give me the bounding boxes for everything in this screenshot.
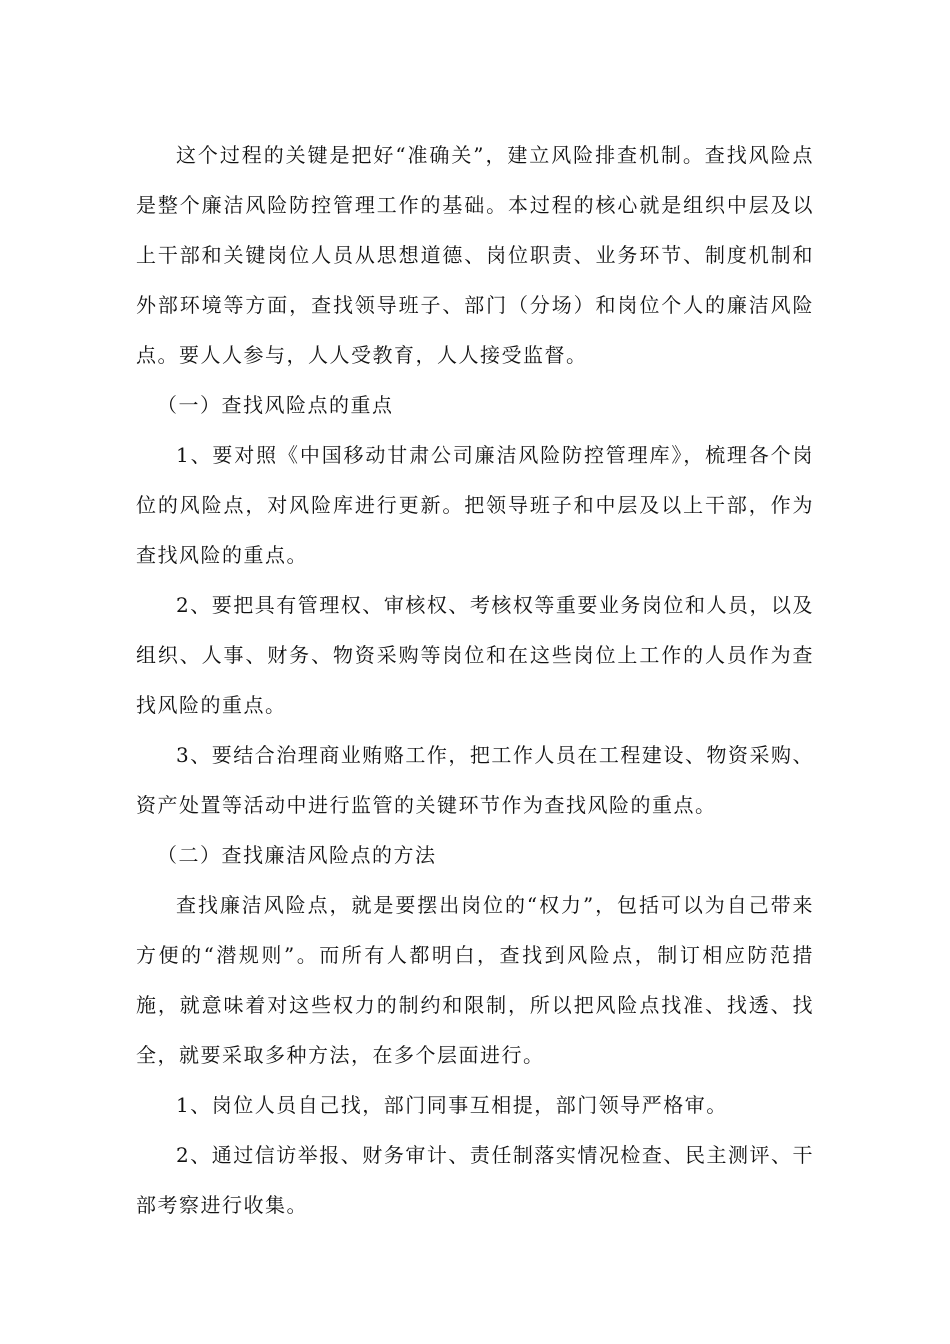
section-heading-focus: （一）查找风险点的重点: [157, 393, 394, 417]
section-heading-methods: （二）查找廉洁风险点的方法: [157, 843, 437, 867]
paragraph-focus-3: 3、要结合治理商业贿赂工作，把工作人员在工程建设、物资采购、资产处置等活动中进行监管的关键环节作为查找风险的重点。: [136, 743, 814, 817]
paragraph-method-1: 1、岗位人员自己找，部门同事互相提，部门领导严格审。: [176, 1093, 728, 1117]
paragraph-focus-1: 1、要对照《中国移动甘肃公司廉洁风险防控管理库》，梳理各个岗位的风险点，对风险库进行更新。把领导班子和中层及以上干部，作为查找风险的重点。: [136, 443, 814, 567]
paragraph-key-process: 这个过程的关键是把好“准确关”，建立风险排查机制。查找风险点是整个廉洁风险防控管理工作的基础。本过程的核心就是组织中层及以上干部和关键岗位人员从思想道德、岗位职责、业务环节、制度机制和外部环境等方面，查找领导班子、部门（分场）和岗位个人的廉洁风险点。要人人参与，人人受教育，人人接受监督。: [136, 143, 814, 367]
paragraph-methods-intro: 查找廉洁风险点，就是要摆出岗位的“权力”，包括可以为自己带来方便的“潜规则”。而所有人都明白，查找到风险点，制订相应防范措施，就意味着对这些权力的制约和限制，所以把风险点找准、找透、找全，就要采取多种方法，在多个层面进行。: [136, 893, 814, 1067]
paragraph-focus-2: 2、要把具有管理权、审核权、考核权等重要业务岗位和人员，以及组织、人事、财务、物资采购等岗位和在这些岗位上工作的人员作为查找风险的重点。: [136, 593, 814, 717]
paragraph-method-2: 2、通过信访举报、财务审计、责任制落实情况检查、民主测评、干部考察进行收集。: [136, 1143, 814, 1217]
